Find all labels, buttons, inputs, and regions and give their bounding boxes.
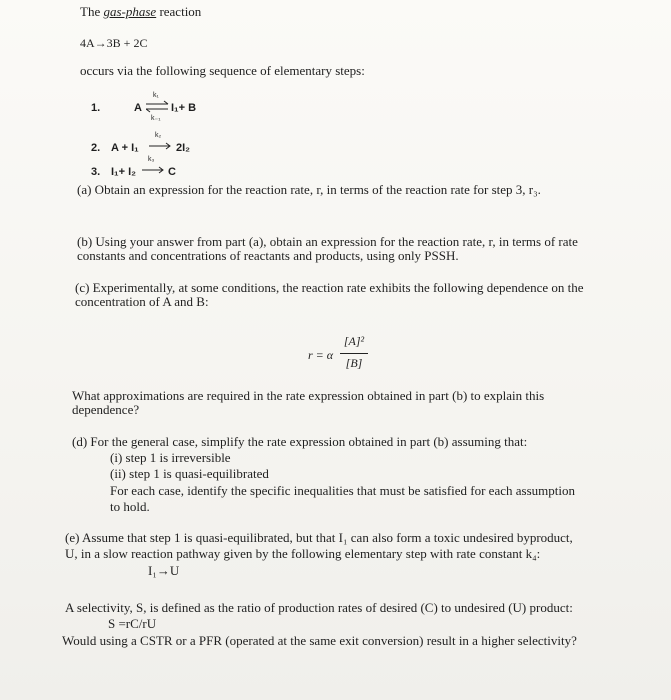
rate-law-lhs: r = α: [308, 348, 334, 362]
fraction-bar: [340, 353, 368, 354]
part-d-case-i: (i) step 1 is irreversible: [110, 450, 231, 465]
intro-prefix: The: [80, 4, 101, 19]
step-2-k-top: k₂: [155, 132, 162, 139]
sequence-intro: occurs via the following sequence of elementary steps:: [80, 63, 365, 78]
forward-arrow-icon: [149, 141, 173, 151]
approx-line-1: What approximations are required in the rate expression obtained in part (b) to explain this: [72, 388, 545, 403]
part-e-line-1: (e) Assume that step 1 is quasi-equilibrated, but that I₁ can also form a toxic undesired byproduct,: [65, 530, 573, 545]
step-3-number: 3.: [91, 166, 101, 178]
part-d-intro: (d) For the general case, simplify the rate expression obtained in part (b) assuming that:: [72, 434, 528, 449]
intro-line: [80, 4, 201, 20]
step-1-k-bottom: k₋₁: [151, 115, 161, 122]
part-e-reaction: I₁→U: [148, 563, 180, 578]
part-a-question: (a) Obtain an expression for the reaction rate, r, in terms of the reaction rate for step 3, r₃.: [77, 182, 541, 197]
reversible-arrow-icon: [146, 100, 170, 114]
overall-reaction: 4A→3B + 2C: [80, 36, 148, 50]
step-1-number: 1.: [91, 102, 101, 114]
step-1-k-top: k₁: [153, 92, 159, 99]
step-2-rhs: 2I₂: [176, 142, 191, 154]
forward-arrow-icon: [142, 165, 166, 175]
part-c-line-2: concentration of A and B:: [75, 294, 209, 309]
step-2-number: 2.: [91, 142, 101, 154]
selectivity-definition: A selectivity, S, is defined as the ratio of production rates of desired (C) to undesired (U) product:: [65, 600, 573, 615]
rate-law-numerator: [A]²: [343, 334, 365, 348]
step-3-k-top: k₃: [148, 156, 155, 163]
part-d-each-line-2: to hold.: [110, 499, 150, 514]
part-c-line-1: (c) Experimentally, at some conditions, the reaction rate exhibits the following dependence on the: [75, 280, 584, 295]
step-1-rhs: I₁+ B: [171, 102, 197, 114]
part-d-case-ii: (ii) step 1 is quasi-equilibrated: [110, 466, 269, 481]
intro-gas-phase: gas-phase: [103, 4, 157, 19]
step-3-rhs: C: [168, 166, 176, 178]
part-e-line-2: U, in a slow reaction pathway given by the following elementary step with rate constant k₄:: [65, 546, 541, 561]
part-b-line-2: constants and concentrations of reactants and products, using only PSSH.: [77, 248, 459, 263]
rate-law-denominator: [B]: [345, 356, 363, 370]
step-1-lhs: A: [134, 102, 142, 114]
step-3-lhs: I₁+ I₂: [111, 166, 137, 178]
approx-line-2: dependence?: [72, 402, 140, 417]
selectivity-formula: S =rC/rU: [108, 616, 157, 631]
step-2-lhs: A + I₁: [111, 142, 139, 154]
intro-suffix: reaction: [159, 4, 202, 19]
final-question: Would using a CSTR or a PFR (operated at the same exit conversion) result in a higher selectivity?: [62, 633, 577, 648]
part-d-each-line-1: For each case, identify the specific inequalities that must be satisfied for each assumption: [110, 483, 575, 498]
part-b-line-1: (b) Using your answer from part (a), obtain an expression for the reaction rate, r, in terms of rate: [77, 234, 578, 249]
